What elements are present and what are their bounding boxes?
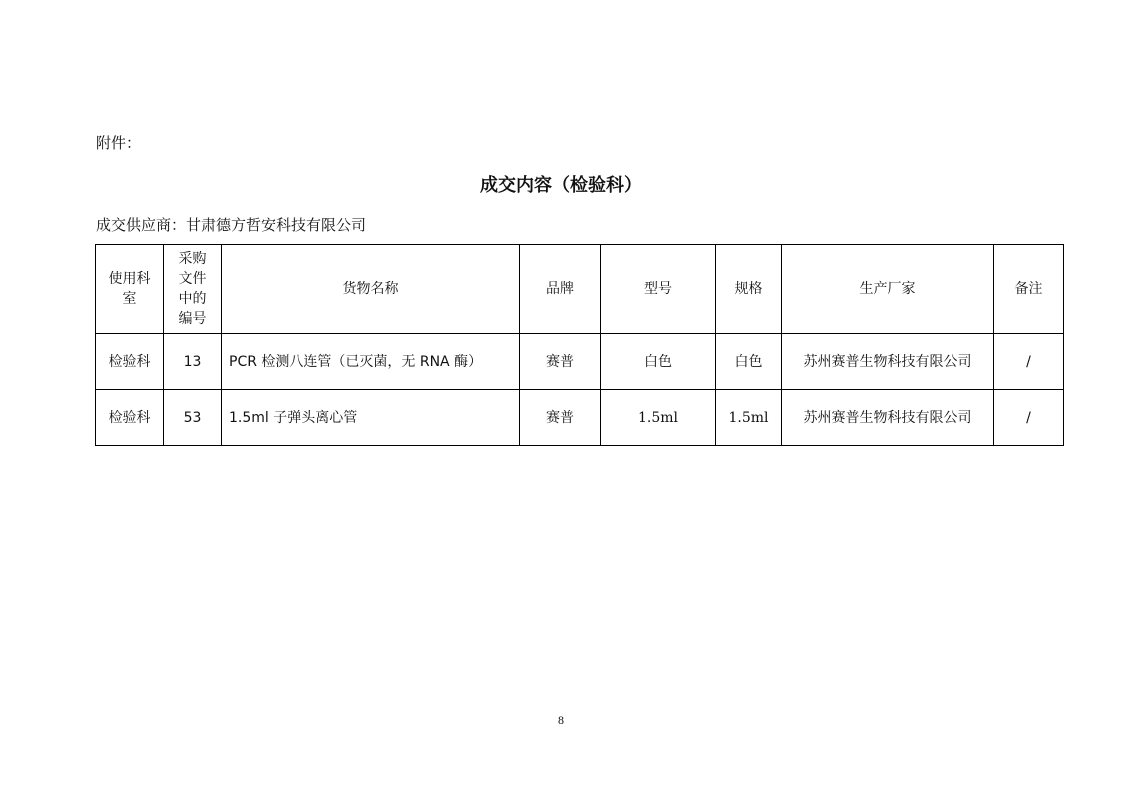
supplier-line: 成交供应商：甘肃德方哲安科技有限公司 [96, 216, 367, 234]
cell-department: 检验科 [96, 390, 164, 446]
header-department-label: 使用科 室 [108, 271, 151, 307]
cell-spec: 1.5ml [716, 390, 782, 446]
header-doc-number-label: 采购 文件 中的 编号 [178, 251, 207, 327]
cell-remarks: / [994, 390, 1064, 446]
cell-brand: 赛普 [520, 334, 601, 390]
table-row [96, 334, 1064, 390]
header-doc-number [164, 245, 222, 334]
document-title: 成交内容（检验科） [480, 175, 642, 196]
header-brand: 品牌 [520, 245, 601, 334]
cell-manufacturer: 苏州赛普生物科技有限公司 [782, 334, 994, 390]
header-remarks: 备注 [994, 245, 1064, 334]
cell-manufacturer: 苏州赛普生物科技有限公司 [782, 390, 994, 446]
header-department [96, 245, 164, 334]
cell-doc-number: 53 [164, 390, 222, 446]
page-number: 8 [558, 713, 564, 727]
header-model: 型号 [601, 245, 716, 334]
cell-doc-number: 13 [164, 334, 222, 390]
cell-item-name: PCR 检测八连管（已灭菌，无 RNA 酶） [222, 334, 520, 390]
cell-item-name: 1.5ml 子弹头离心管 [222, 390, 520, 446]
cell-spec: 白色 [716, 334, 782, 390]
cell-model: 白色 [601, 334, 716, 390]
cell-department: 检验科 [96, 334, 164, 390]
table-header-row [96, 245, 1064, 334]
table-row [96, 390, 1064, 446]
header-item-name: 货物名称 [222, 245, 520, 334]
cell-model: 1.5ml [601, 390, 716, 446]
cell-brand: 赛普 [520, 390, 601, 446]
cell-remarks: / [994, 334, 1064, 390]
header-spec: 规格 [716, 245, 782, 334]
attachment-label: 附件： [96, 134, 142, 152]
header-manufacturer: 生产厂家 [782, 245, 994, 334]
items-table [95, 244, 1064, 446]
